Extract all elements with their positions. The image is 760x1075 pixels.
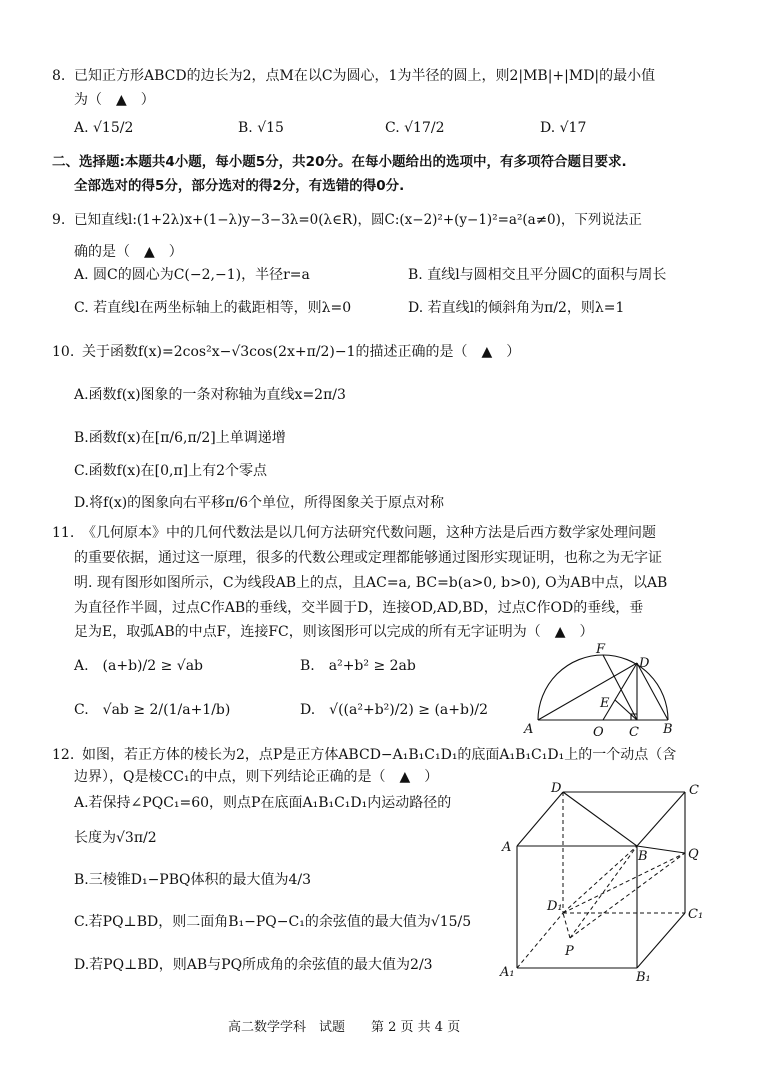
q11-stem-line5: 足为E，取弧AB的中点F，连接FC，则该图形可以完成的所有无字证明为（ ▲ ） [74, 624, 594, 640]
segment-pd1 [563, 913, 570, 938]
q12-option-a-line2: 长度为√3π/2 [74, 830, 157, 846]
edge-bc [637, 792, 685, 846]
q12-number: 12. [52, 747, 75, 763]
q11-number: 11. [52, 525, 75, 541]
q10-number: 10. [52, 344, 75, 360]
q11-stem-line4: 为直径作半圆，过点C作AB的垂线，交半圆于D，连接OD,AD,BD，过点C作OD的垂线，垂 [74, 600, 644, 616]
q11-stem-line3: 明. 现有图形如图所示，C为线段AB上的点，且AC=a, BC=b(a>0, b>0), O为AB中点，以AB [74, 575, 668, 591]
q12-cube-figure [495, 778, 710, 983]
q9-option-d: D. 若直线l的倾斜角为π/2，则λ=1 [408, 300, 625, 316]
q10-option-a: A.函数f(x)图象的一条对称轴为直线x=2π/3 [74, 387, 346, 403]
segment-ce [615, 700, 637, 720]
q11-option-d: D. √((a²+b²)/2) ≥ (a+b)/2 [300, 702, 489, 718]
label-d: D [639, 656, 650, 671]
q9-option-c: C. 若直线l在两坐标轴上的截距相等，则λ=0 [74, 300, 352, 316]
q12-option-c: C.若PQ⊥BD，则二面角B₁−PQ−C₁的余弦值的最大值为√15/5 [74, 914, 472, 930]
label-d: D [551, 781, 562, 796]
label-o: O [593, 725, 604, 740]
label-c: C [689, 783, 699, 798]
q11-option-a: A. (a+b)/2 ≥ √ab [74, 658, 204, 674]
label-a: A [524, 722, 534, 737]
q12-option-d: D.若PQ⊥BD，则AB与PQ所成角的余弦值的最大值为2/3 [74, 957, 433, 973]
page-footer: 高二数学学科 试题 第 2 页 共 4 页 [228, 1020, 461, 1035]
segment-od [603, 663, 637, 720]
diagonal-db [563, 792, 637, 846]
hidden-edge-a1d1 [517, 913, 563, 968]
q8-stem-line1: 已知正方形ABCD的边长为2，点M在以C为圆心，1为半径的圆上，则2|MB|+|MD|的最小值 [74, 68, 656, 84]
edge-b1c1 [637, 913, 685, 968]
q11-stem-line2: 的重要依据，通过这一原理，很多的代数公理或定理都能够通过图形实现证明，也称之为无字证 [74, 550, 662, 566]
q9-option-a: A. 圆C的圆心为C(−2,−1)，半径r=a [74, 267, 310, 283]
label-c1: C₁ [688, 907, 704, 922]
segment-d1q [563, 853, 685, 913]
label-d1: D₁ [547, 899, 563, 914]
q11-semicircle-figure [520, 640, 690, 740]
q10-option-b: B.函数f(x)在[π/6,π/2]上单调递增 [74, 430, 286, 446]
label-f: F [596, 642, 606, 657]
q9-number: 9. [52, 212, 66, 228]
label-e: E [600, 696, 610, 711]
q8-option-d: D. √17 [540, 120, 587, 136]
segment-pb [570, 846, 637, 938]
q9-stem-line2: 确的是（ ▲ ） [74, 244, 183, 260]
label-a1: A₁ [500, 965, 515, 980]
edge-ad [517, 792, 563, 846]
segment-pq [570, 853, 685, 938]
q10-stem: 关于函数f(x)=2cos²x−√3cos(2x+π/2)−1的描述正确的是（ ▲ ） [82, 344, 521, 360]
label-a: A [502, 840, 512, 855]
label-q: Q [688, 847, 699, 862]
q10-option-d: D.将f(x)的图象向右平移π/6个单位，所得图象关于原点对称 [74, 495, 445, 511]
q8-stem-line2: 为（ ▲ ） [74, 92, 155, 108]
label-b: B [663, 722, 673, 737]
section2-heading-line2: 全部选对的得5分，部分选对的得2分，有选错的得0分. [74, 178, 405, 194]
q12-option-a-line1: A.若保持∠PQC₁=60，则点P在底面A₁B₁C₁D₁内运动路径的 [74, 795, 452, 811]
label-c: C [629, 725, 639, 740]
q11-option-b: B. a²+b² ≥ 2ab [300, 658, 416, 674]
q8-option-c: C. √17/2 [385, 120, 445, 136]
q9-stem-line1: 已知直线l:(1+2λ)x+(1−λ)y−3−3λ=0(λ∈R)，圆C:(x−2)²+(y−1)²=a²(a≠0)，下列说法正 [74, 212, 642, 228]
label-b: B [638, 849, 648, 864]
q8-option-a: A. √15/2 [74, 120, 134, 136]
q12-option-b: B.三棱锥D₁−PBQ体积的最大值为4/3 [74, 872, 312, 888]
q11-option-c: C. √ab ≥ 2/(1/a+1/b) [74, 702, 231, 718]
segment-d1b [563, 846, 637, 913]
q9-option-b: B. 直线l与圆相交且平分圆C的面积与周长 [408, 267, 667, 283]
q12-stem-line2: 边界），Q是棱CC₁的中点，则下列结论正确的是（ ▲ ） [74, 769, 439, 785]
q8-option-b: B. √15 [238, 120, 284, 136]
label-b1: B₁ [636, 970, 651, 983]
q10-option-c: C.函数f(x)在[0,π]上有2个零点 [74, 463, 268, 479]
segment-bd [637, 663, 668, 720]
q12-stem-line1: 如图，若正方体的棱长为2，点P是正方体ABCD−A₁B₁C₁D₁的底面A₁B₁C₁D₁上的一个动点（含 [82, 747, 677, 763]
q8-number: 8. [52, 68, 66, 84]
q11-stem-line1: 《几何原本》中的几何代数法是以几何方法研究代数问题，这种方法是后西方数学家处理问题 [82, 525, 656, 541]
section2-heading-line1: 二、选择题:本题共4小题，每小题5分，共20分。在每小题给出的选项中，有多项符合题目要求. [52, 154, 627, 170]
label-p: P [565, 944, 574, 959]
